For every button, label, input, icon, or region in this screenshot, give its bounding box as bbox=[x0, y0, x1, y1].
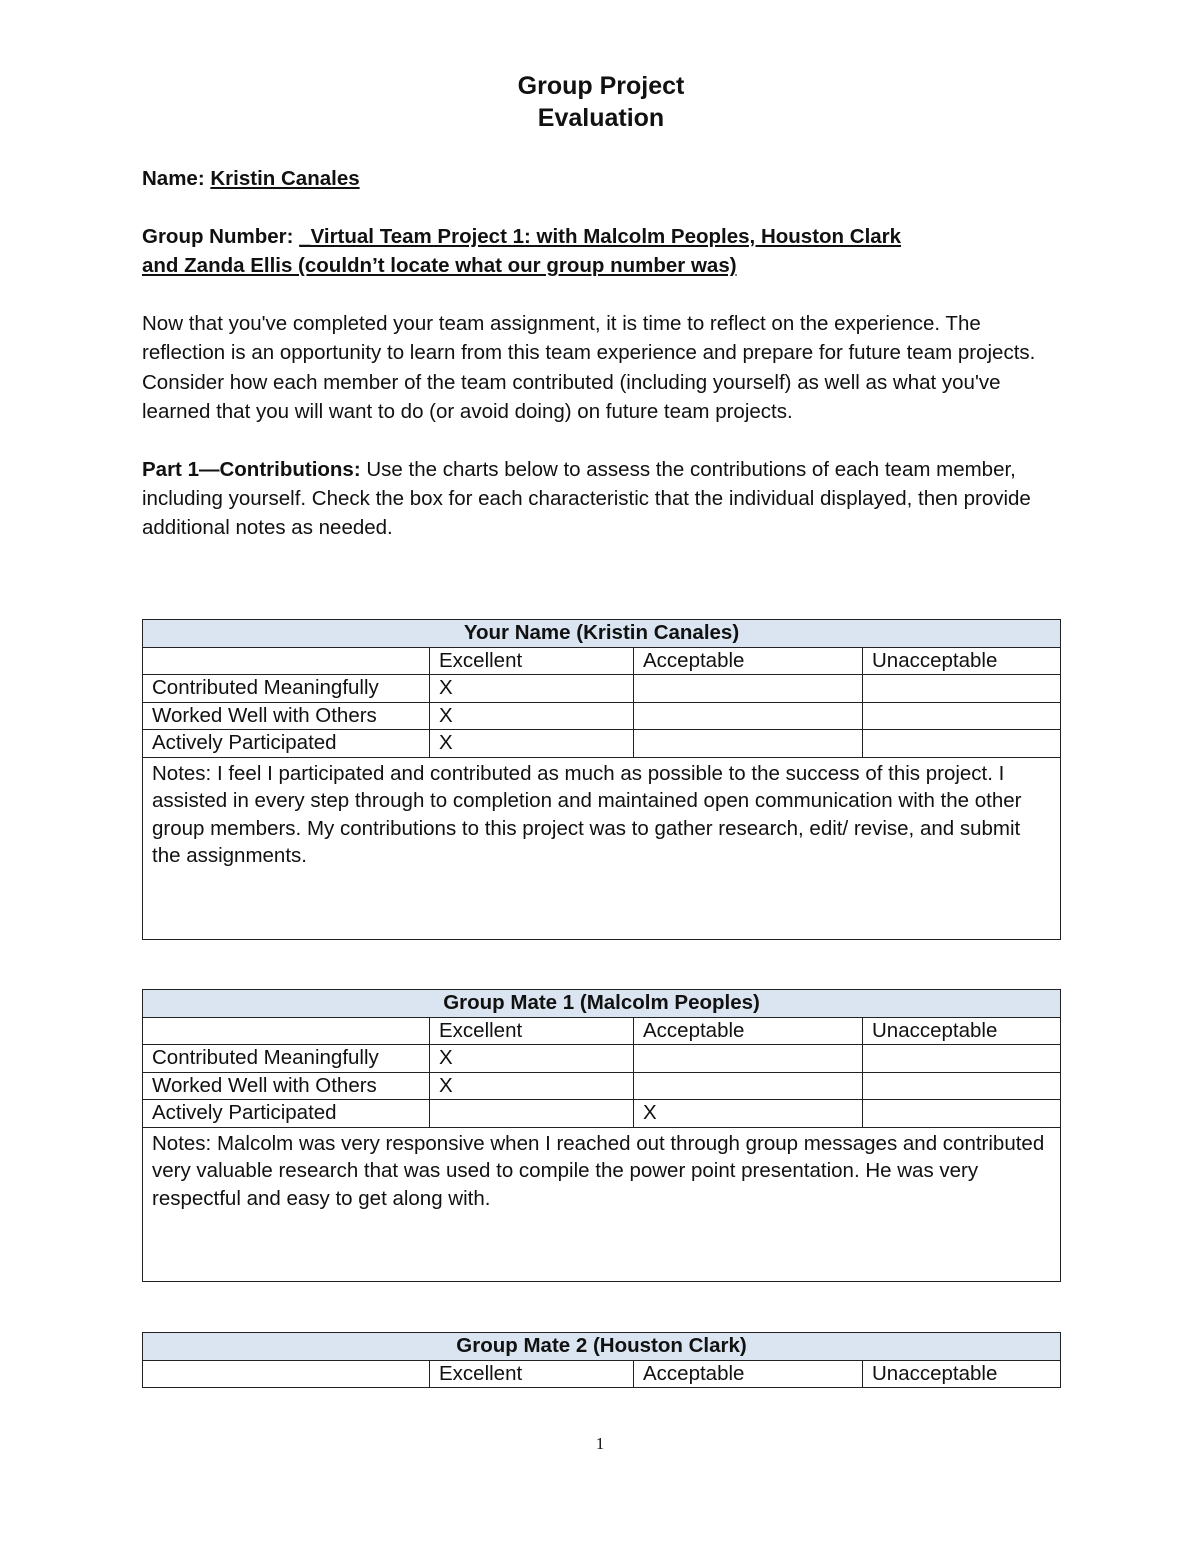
column-unacceptable: Unacceptable bbox=[863, 647, 1061, 675]
column-header-row bbox=[143, 1360, 1061, 1388]
column-unacceptable: Unacceptable bbox=[863, 1017, 1061, 1045]
name-field bbox=[142, 164, 1060, 193]
row-label: Worked Well with Others bbox=[143, 702, 430, 730]
column-excellent: Excellent bbox=[430, 1017, 634, 1045]
unacceptable-cell bbox=[863, 1072, 1061, 1100]
column-unacceptable: Unacceptable bbox=[863, 1360, 1061, 1388]
row-label: Contributed Meaningfully bbox=[143, 1045, 430, 1073]
acceptable-cell bbox=[634, 675, 863, 703]
column-excellent: Excellent bbox=[430, 1360, 634, 1388]
empty-header-cell bbox=[143, 1017, 430, 1045]
unacceptable-cell bbox=[863, 702, 1061, 730]
column-acceptable: Acceptable bbox=[634, 1017, 863, 1045]
empty-header-cell bbox=[143, 1360, 430, 1388]
notes-cell: Notes: Malcolm was very responsive when I reached out through group messages and contributed very valuable research that was used to compile the power point presentation. He was very respectful and easy to get along with. bbox=[143, 1127, 1061, 1281]
row-label: Worked Well with Others bbox=[143, 1072, 430, 1100]
table-row bbox=[143, 1100, 1061, 1128]
empty-header-cell bbox=[143, 647, 430, 675]
part1-paragraph bbox=[142, 455, 1054, 543]
doc-title-line2: Evaluation bbox=[537, 104, 665, 132]
group-number-value-line1: _Virtual Team Project 1: with Malcolm Peoples, Houston Clark bbox=[299, 225, 902, 248]
table-row bbox=[143, 702, 1061, 730]
group-number-field bbox=[142, 222, 1060, 280]
notes-cell: Notes: I feel I participated and contributed as much as possible to the success of this project. I assisted in every step through to completion and maintained open communication with the other group members. My contributions to this project was to gather research, edit/ revise, and submit the assignments. bbox=[143, 757, 1061, 939]
column-header-row bbox=[143, 647, 1061, 675]
column-excellent: Excellent bbox=[430, 647, 634, 675]
table-title: Group Mate 2 (Houston Clark) bbox=[143, 1333, 1061, 1361]
acceptable-cell bbox=[634, 702, 863, 730]
group-number-label: Group Number: bbox=[142, 225, 294, 248]
column-acceptable: Acceptable bbox=[634, 647, 863, 675]
column-acceptable: Acceptable bbox=[634, 1360, 863, 1388]
unacceptable-cell bbox=[863, 1100, 1061, 1128]
name-label: Name: bbox=[142, 167, 205, 190]
group-number-value-line2: and Zanda Ellis (couldn’t locate what our group number was) bbox=[142, 254, 737, 277]
excellent-cell: X bbox=[430, 1072, 634, 1100]
evaluation-table-mate1 bbox=[142, 989, 1061, 1282]
unacceptable-cell bbox=[863, 675, 1061, 703]
acceptable-cell bbox=[634, 730, 863, 758]
row-label: Actively Participated bbox=[143, 730, 430, 758]
excellent-cell: X bbox=[430, 702, 634, 730]
doc-title-line1: Group Project bbox=[517, 72, 685, 100]
table-title: Your Name (Kristin Canales) bbox=[143, 620, 1061, 648]
column-header-row bbox=[143, 1017, 1061, 1045]
part1-label: Part 1—Contributions: bbox=[142, 457, 361, 481]
excellent-cell: X bbox=[430, 1045, 634, 1073]
table-row bbox=[143, 1045, 1061, 1073]
table-row bbox=[143, 1072, 1061, 1100]
unacceptable-cell bbox=[863, 730, 1061, 758]
acceptable-cell bbox=[634, 1045, 863, 1073]
excellent-cell bbox=[430, 1100, 634, 1128]
row-label: Actively Participated bbox=[143, 1100, 430, 1128]
excellent-cell: X bbox=[430, 675, 634, 703]
page-number: 1 bbox=[595, 1434, 605, 1453]
document-page bbox=[142, 70, 1060, 543]
evaluation-table-self bbox=[142, 619, 1061, 940]
acceptable-cell bbox=[634, 1072, 863, 1100]
table-title: Group Mate 1 (Malcolm Peoples) bbox=[143, 990, 1061, 1018]
row-label: Contributed Meaningfully bbox=[143, 675, 430, 703]
table-row bbox=[143, 675, 1061, 703]
part1-text: Use the charts below to assess the contributions of each team member, including yourself. Check the box for each characteristic that the individual displayed, then provide additional notes as needed. bbox=[142, 457, 1031, 540]
table-row bbox=[143, 730, 1061, 758]
intro-paragraph: Now that you've completed your team assignment, it is time to reflect on the experience. The reflection is an opportunity to learn from this team experience and prepare for future team projects. Consider how each member of the team contributed (including yourself) as well as what you've learned that you will want to do (or avoid doing) on future team projects. bbox=[142, 312, 1036, 424]
evaluation-table-mate2 bbox=[142, 1332, 1061, 1388]
acceptable-cell: X bbox=[634, 1100, 863, 1128]
name-value: Kristin Canales bbox=[210, 167, 360, 190]
excellent-cell: X bbox=[430, 730, 634, 758]
unacceptable-cell bbox=[863, 1045, 1061, 1073]
